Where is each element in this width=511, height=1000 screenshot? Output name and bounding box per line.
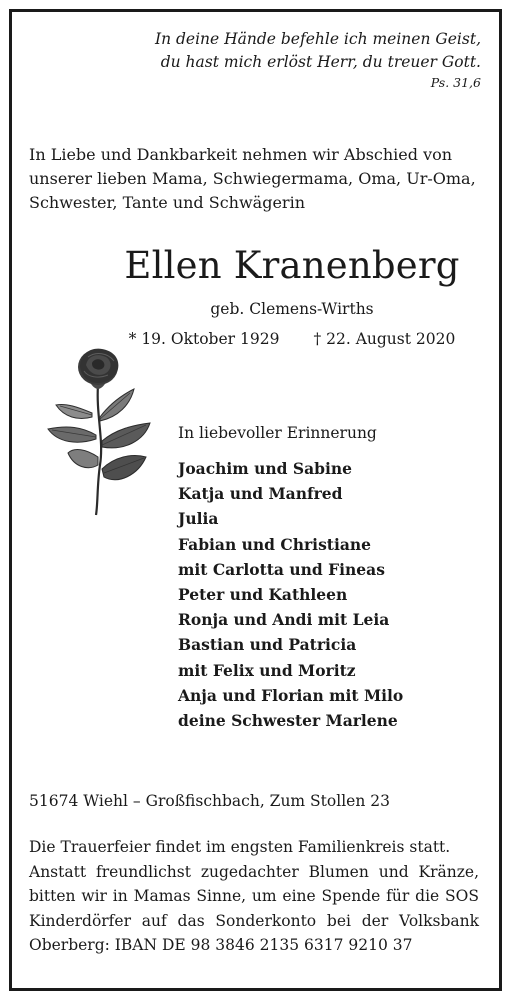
intro-line-1: In Liebe und Dankbarkeit nehmen wir Abschied von bbox=[29, 145, 453, 164]
intro-text bbox=[29, 143, 489, 215]
list-item: Joachim und Sabine bbox=[178, 459, 352, 478]
list-item: Julia bbox=[178, 509, 219, 529]
list-item: deine Schwester Marlene bbox=[178, 711, 398, 731]
list-item: Anja und Florian mit Milo bbox=[178, 685, 404, 705]
bible-verse bbox=[101, 28, 481, 92]
list-item: Bastian und Patricia bbox=[178, 635, 357, 655]
list-item: Peter und Kathleen bbox=[178, 585, 348, 605]
birth-date: * 19. Oktober 1929 bbox=[128, 330, 280, 348]
intro-line-2: unserer lieben Mama, Schwiegermama, Oma, Ur-Oma, bbox=[29, 169, 476, 188]
family-list bbox=[178, 456, 403, 733]
verse-line-1: In deine Hände befehle ich meinen Geist, bbox=[154, 30, 481, 48]
list-item: Fabian und Christiane bbox=[178, 534, 372, 554]
verse-reference: Ps. 31,6 bbox=[430, 75, 481, 90]
address: 51674 Wiehl – Großfischbach, Zum Stollen 23 bbox=[29, 792, 390, 810]
notice-line-5: Oberberg: IBAN DE 98 3846 2135 6317 9210 37 bbox=[29, 936, 413, 954]
list-item: mit Carlotta und Fineas bbox=[178, 559, 385, 579]
notice-line-2: Anstatt freundlichst zugedachter Blumen und Kränze, bbox=[29, 862, 479, 881]
death-date: † 22. August 2020 bbox=[313, 330, 456, 348]
intro-line-3: Schwester, Tante und Schwägerin bbox=[29, 193, 305, 212]
verse-line-2: du hast mich erlöst Herr, du treuer Gott. bbox=[160, 53, 481, 71]
maiden-name: geb. Clemens-Wirths bbox=[210, 300, 374, 318]
rose-icon bbox=[26, 345, 156, 517]
notice-line-4: Kinderdörfer auf das Sonderkonto bei der Volksbank bbox=[29, 911, 479, 930]
notice-line-3: bitten wir in Mamas Sinne, um eine Spende für die SOS bbox=[29, 887, 479, 905]
notice-line-1: Die Trauerfeier findet im engsten Familienkreis statt. bbox=[29, 838, 451, 856]
list-item: Katja und Manfred bbox=[178, 484, 343, 504]
list-item: mit Felix und Moritz bbox=[178, 660, 356, 680]
memory-heading: In liebevoller Erinnerung bbox=[178, 424, 377, 442]
funeral-notice bbox=[29, 835, 479, 958]
list-item: Ronja und Andi mit Leia bbox=[178, 610, 390, 630]
deceased-name: Ellen Kranenberg bbox=[124, 244, 460, 287]
